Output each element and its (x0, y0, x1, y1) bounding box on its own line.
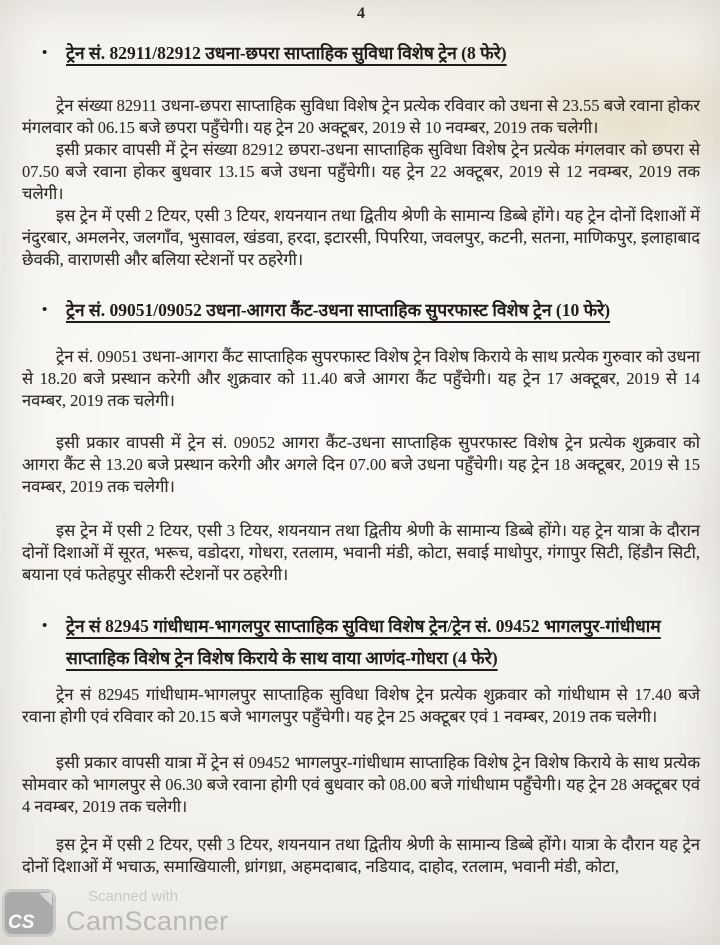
watermark-camscanner: CamScanner (66, 906, 229, 936)
page-number: 4 (357, 5, 365, 22)
section-heading-text: ट्रेन सं. 09051/09052 उधना-आगरा कैंट-उधना साप्ताहिक सुपरफास्ट विशेष ट्रेन (10 फेरे) (66, 300, 611, 320)
section-heading-82911 (22, 38, 700, 69)
paragraph: इस ट्रेन में एसी 2 टियर, एसी 3 टियर, शयनयान तथा द्वितीय श्रेणी के सामान्य डिब्बे होंगे। यह ट्रेन दोनों दिशाओं में नंदुरबार, अमलनेर, जलगाँव, भुसावल, खंडवा, हरदा, इटारसी, पिपरिया, जवलपुर, कटनी, सतना, माणिकपुर, इलाहाबाद छेवकी, वाराणसी और बलिया स्टेशनों पर ठहरेगी। (22, 206, 700, 269)
paragraph: इसी प्रकार वापसी में ट्रेन सं. 09052 आगरा कैंट-उधना साप्ताहिक सुपरफास्ट विशेष ट्रेन प्रत्येक शुक्रवार को आगरा कैंट से 13.20 बजे प्रस्थान करेगी और अगले दिन 07.00 बजे उधना पहुँचेगी। यह ट्रेन 18 अक्टूबर, 2019 से 15 नवम्बर, 2019 तक चलेगी। (22, 433, 700, 496)
paragraph: इसी प्रकार वापसी में ट्रेन संख्या 82912 छपरा-उधना साप्ताहिक सुविधा विशेष ट्रेन प्रत्येक मंगलवार को छपरा से 07.50 बजे रवाना होकर बुधवार 13.15 बजे उधना पहुँचेगी। यह ट्रेन 22 अक्टूबर, 2019 से 12 नवम्बर, 2019 तक चलेगी। (22, 140, 700, 203)
paragraph: ट्रेन सं. 09051 उधना-आगरा कैंट साप्ताहिक सुपरफास्ट विशेष ट्रेन विशेष किराये के साथ प्रत्येक गुरुवार को उधना से 18.20 बजे प्रस्थान करेगी और शुक्रवार को 11.40 बजे आगरा कैंट पहुँचेगी। यह ट्रेन 17 अक्टूबर, 2019 से 14 नवम्बर, 2019 तक चलेगी। (22, 347, 700, 410)
section-heading-text: ट्रेन सं. 82911/82912 उधना-छपरा साप्ताहिक सुविधा विशेष ट्रेन (8 फेरे) (66, 43, 507, 63)
paragraph: इसी प्रकार वापसी यात्रा में ट्रेन सं 09452 भागलपुर-गांधीधाम साप्ताहिक विशेष ट्रेन विशेष किराये के साथ प्रत्येक सोमवार को भागलपुर से 06.30 बजे रवाना होगी एवं बुधवार को 08.00 बजे गांधीधाम पहुँचेगी। यह ट्रेन 28 अक्टूबर एवं 4 नवम्बर, 2019 तक चलेगी। (22, 753, 700, 816)
bullet-icon: • (42, 302, 48, 318)
bullet-icon: • (42, 618, 48, 634)
section-heading-09051 (22, 295, 700, 326)
paragraph: ट्रेन संख्या 82911 उधना-छपरा साप्ताहिक सुविधा विशेष ट्रेन प्रत्येक रविवार को उधना से 23.55 बजे रवाना होकर मंगलवार को 06.15 बजे छपरा पहुँचेगी। यह ट्रेन 20 अक्टूबर, 2019 से 10 नवम्बर, 2019 तक चलेगी। (22, 96, 700, 137)
paragraph: ट्रेन सं 82945 गांधीधाम-भागलपुर साप्ताहिक सुविधा विशेष ट्रेन प्रत्येक शुक्रवार को गांधीधाम से 17.40 बजे रवाना होगी एवं रविवार को 20.15 बजे भागलपुर पहुँचेगी। यह ट्रेन 25 अक्टूबर एवं 1 नवम्बर, 2019 तक चलेगी। (22, 685, 700, 726)
bullet-icon: • (42, 45, 48, 61)
watermark-scanned-with: Scanned with (88, 888, 179, 905)
section-heading-82945 (22, 610, 700, 674)
section-heading-text: ट्रेन सं 82945 गांधीधाम-भागलपुर साप्ताहिक सुविधा विशेष ट्रेन/ट्रेन सं. 09452 भागलपुर-गांधीधाम साप्ताहिक विशेष ट्रेन विशेष किराये के साथ वाया आणंद-गोधरा (4 फेरे) (66, 616, 661, 668)
paragraph: इस ट्रेन में एसी 2 टियर, एसी 3 टियर, शयनयान तथा द्वितीय श्रेणी के सामान्य डिब्बे होंगे। यात्रा के दौरान यह ट्रेन दोनों दिशाओं में भचाऊ, समाखियाली, ध्रांगध्रा, अहमदाबाद, नडियाद, दाहोद, रतलाम, भवानी मंडी, कोटा, (22, 835, 700, 876)
paragraph: इस ट्रेन में एसी 2 टियर, एसी 3 टियर, शयनयान तथा द्वितीय श्रेणी के सामान्य डिब्बे होंगे। यह ट्रेन यात्रा के दौरान दोनों दिशाओं में सूरत, भरूच, वडोदरा, गोधरा, रतलाम, भवानी मंडी, कोटा, सवाई माधोपुर, गंगापुर सिटी, हिंडौन सिटी, बयाना एवं फतेहपुर सीकरी स्टेशनों पर ठहरेगी। (22, 521, 700, 584)
cs-logo-text: CS (8, 912, 35, 933)
